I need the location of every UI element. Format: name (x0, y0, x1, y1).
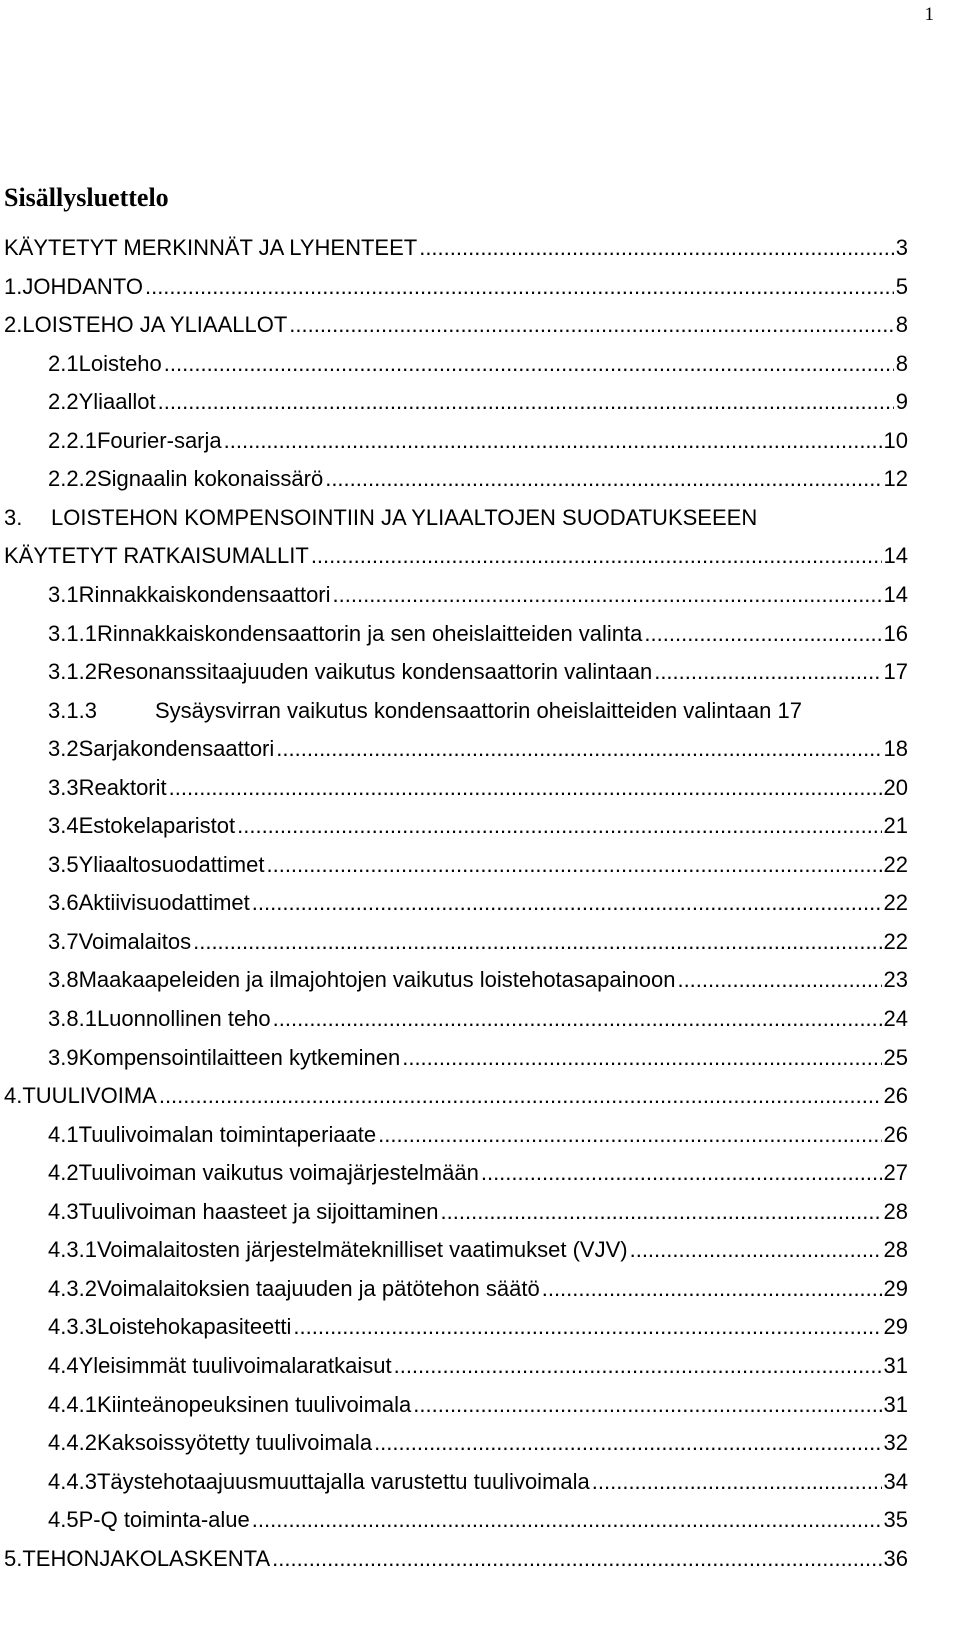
toc-entry-title: Resonanssitaajuuden vaikutus kondensaattorin valintaan (96, 659, 653, 684)
toc-entry-title: Sysäysvirran vaikutus kondensaattorin oheislaitteiden valintaan 17 (155, 698, 802, 723)
toc-entry-number: 3.8.1 (48, 1006, 97, 1031)
toc-leader-dots (374, 1429, 881, 1457)
toc-entry-title: Signaalin kokonaissärö (96, 466, 324, 491)
toc-leader-dots (145, 273, 894, 301)
toc-leader-dots (273, 1005, 882, 1033)
toc-entry-number: 3.4 (48, 813, 79, 838)
toc-entry-title: Tuulivoimalan toimintaperiaate (78, 1122, 377, 1147)
toc-leader-dots (311, 542, 882, 570)
toc-leader-dots (677, 966, 881, 994)
toc-entry-page: 22 (883, 890, 908, 915)
toc-leader-dots (630, 1236, 882, 1264)
toc-entry-page: 20 (883, 775, 908, 800)
toc-entry[interactable] (4, 889, 908, 917)
toc-entry[interactable] (4, 966, 908, 994)
toc-entry-title: Reaktorit (78, 775, 167, 800)
toc-entry-number: 3.6 (48, 890, 79, 915)
toc-entry-number: 2.2.2 (48, 466, 97, 491)
toc-entry-page: 25 (883, 1045, 908, 1070)
toc-entry[interactable] (4, 311, 908, 339)
toc-leader-dots (272, 1545, 881, 1573)
toc-entry-title: Loistehokapasiteetti (96, 1314, 292, 1339)
toc-entry[interactable] (4, 1429, 908, 1457)
toc-entry-number: 3.1.1 (48, 621, 97, 646)
toc-entry[interactable] (4, 427, 908, 455)
toc-entry-page: 18 (883, 736, 908, 761)
toc-entry[interactable] (4, 1352, 908, 1380)
toc-entry-title: Tuulivoiman haasteet ja sijoittaminen (78, 1199, 439, 1224)
toc-leader-dots (289, 311, 893, 339)
toc-entry-title: JOHDANTO (22, 274, 143, 299)
toc-entry-title: Voimalaitoksien taajuuden ja pätötehon säätö (96, 1276, 540, 1301)
toc-entry-title: Aktiivisuodattimet (78, 890, 250, 915)
toc-entry[interactable] (4, 1468, 908, 1496)
toc-leader-dots (654, 658, 881, 686)
toc-entry[interactable] (4, 388, 908, 416)
toc-leader-dots (333, 581, 882, 609)
toc-entry-title: Yleisimmät tuulivoimalaratkaisut (78, 1353, 392, 1378)
toc-leader-dots (276, 735, 881, 763)
toc-leader-dots (402, 1044, 881, 1072)
toc-entry-number: 2. (4, 312, 23, 337)
toc-entry-page: 14 (883, 543, 908, 568)
toc-entry-number: 4.3.2 (48, 1276, 97, 1301)
toc-entry-page: 16 (883, 621, 908, 646)
toc-entry[interactable] (4, 504, 908, 532)
toc-leader-dots (224, 427, 882, 455)
toc-entry[interactable] (4, 620, 908, 648)
toc-entry[interactable] (4, 697, 908, 725)
toc-entry-title: Maakaapeleiden ja ilmajohtojen vaikutus loistehotasapainoon (78, 967, 676, 992)
toc-entry-number: 4.4.3 (48, 1469, 97, 1494)
toc-entry-title: Rinnakkaiskondensaattori (78, 582, 331, 607)
toc-entry[interactable] (4, 1506, 908, 1534)
toc-leader-dots (419, 234, 894, 262)
toc-entry-page: 22 (883, 929, 908, 954)
toc-entry-page: 14 (883, 582, 908, 607)
toc-entry-number: 4. (4, 1083, 23, 1108)
toc-entry-title: TUULIVOIMA (22, 1083, 157, 1108)
toc-entry-number: 4.1 (48, 1122, 79, 1147)
toc-entry-title: Voimalaitos (78, 929, 192, 954)
toc-entry-page: 5 (895, 274, 908, 299)
toc-entry-title: Fourier-sarja (96, 428, 222, 453)
toc-entry-number: 4.3.3 (48, 1314, 97, 1339)
toc-leader-dots (542, 1275, 882, 1303)
toc-entry[interactable] (4, 465, 908, 493)
toc-entry-page: 31 (883, 1353, 908, 1378)
toc-entry[interactable] (4, 851, 908, 879)
toc-entry-number: 3.9 (48, 1045, 79, 1070)
toc-leader-dots (413, 1391, 881, 1419)
toc-entry-title: LOISTEHON KOMPENSOINTIIN JA YLIAALTOJEN SUODATUKSEEEN (51, 505, 758, 530)
toc-leader-dots (644, 620, 881, 648)
toc-entry-number: 3.1 (48, 582, 79, 607)
toc-entry[interactable] (4, 1313, 908, 1341)
toc-entry-number: 2.1 (48, 351, 79, 376)
toc-entry-number: 3.3 (48, 775, 79, 800)
toc-entry[interactable] (4, 542, 908, 570)
toc-entry-number: 3.2 (48, 736, 79, 761)
toc-entry-title: LOISTEHO JA YLIAALLOT (22, 312, 288, 337)
toc-entry-title: Rinnakkaiskondensaattorin ja sen oheislaitteiden valinta (96, 621, 643, 646)
toc-entry[interactable] (4, 1391, 908, 1419)
toc-entry[interactable] (4, 1005, 908, 1033)
toc-entry-number: 3.5 (48, 852, 79, 877)
toc-entry-title: Tuulivoiman vaikutus voimajärjestelmään (78, 1160, 479, 1185)
toc-entry-title: Estokelaparistot (78, 813, 236, 838)
toc-entry-page: 21 (883, 813, 908, 838)
toc-leader-dots (158, 388, 894, 416)
toc-leader-dots (252, 1506, 882, 1534)
toc-entry-page: 28 (883, 1237, 908, 1262)
toc-leader-dots (193, 928, 881, 956)
toc-entry[interactable] (4, 928, 908, 956)
toc-entry-title: Kiinteänopeuksinen tuulivoimala (96, 1392, 412, 1417)
toc-entry-title: Kompensointilaitteen kytkeminen (78, 1045, 401, 1070)
toc-entry[interactable] (4, 1159, 908, 1187)
toc-entry-page: 9 (895, 389, 908, 414)
toc-entry-page: 23 (883, 967, 908, 992)
toc-entry[interactable] (4, 350, 908, 378)
toc-entry-title: KÄYTETYT MERKINNÄT JA LYHENTEET (4, 235, 418, 260)
toc-entry-page: 31 (883, 1392, 908, 1417)
toc-entry-number: 4.4.1 (48, 1392, 97, 1417)
toc-entry-page: 28 (883, 1199, 908, 1224)
toc-entry[interactable] (4, 1198, 908, 1226)
toc-entry-page: 10 (883, 428, 908, 453)
toc-entry-number: 5. (4, 1546, 23, 1571)
toc-entry-number: 3. (4, 505, 23, 530)
toc-entry-page: 34 (883, 1469, 908, 1494)
toc-leader-dots (592, 1468, 882, 1496)
toc-entry-number: 3.1.3 (48, 698, 97, 723)
toc-entry[interactable] (4, 1236, 908, 1264)
toc-leader-dots (266, 851, 881, 879)
toc-leader-dots (169, 774, 882, 802)
toc-leader-dots (237, 812, 881, 840)
toc-entry-title: Yliaaltosuodattimet (78, 852, 265, 877)
toc-leader-dots (252, 889, 882, 917)
toc-entry-title: Sarjakondensaattori (78, 736, 275, 761)
toc-entry[interactable] (4, 658, 908, 686)
toc-entry-title: TEHONJAKOLASKENTA (22, 1546, 271, 1571)
toc-entry-number: 3.8 (48, 967, 79, 992)
toc-entry-number: 2.2 (48, 389, 79, 414)
toc-leader-dots (394, 1352, 882, 1380)
toc-leader-dots (164, 350, 894, 378)
toc-entry-number: 1. (4, 274, 23, 299)
toc-entry[interactable] (4, 234, 908, 262)
toc-entry[interactable] (4, 735, 908, 763)
toc-entry-page: 29 (883, 1314, 908, 1339)
toc-entry-page: 12 (883, 466, 908, 491)
toc-entry-number: 2.2.1 (48, 428, 97, 453)
toc-entry-page: 3 (895, 235, 908, 260)
toc-entry-page: 8 (895, 312, 908, 337)
toc-entry-title: KÄYTETYT RATKAISUMALLIT (4, 543, 309, 568)
toc-leader-dots (325, 465, 881, 493)
toc-entry[interactable] (4, 1545, 908, 1573)
toc-entry-number: 4.3 (48, 1199, 79, 1224)
toc-entry-title: Kaksoissyötetty tuulivoimala (96, 1430, 373, 1455)
toc-entry-number: 4.2 (48, 1160, 79, 1185)
toc-entry-number: 3.7 (48, 929, 79, 954)
toc-entry-title: Luonnollinen teho (96, 1006, 271, 1031)
toc-entry-page: 36 (883, 1546, 908, 1571)
toc-entry-title: Loisteho (78, 351, 162, 376)
toc-entry[interactable] (4, 1121, 908, 1149)
toc-entry-number: 4.4.2 (48, 1430, 97, 1455)
toc-entry-page: 17 (883, 659, 908, 684)
toc-entry-page: 24 (883, 1006, 908, 1031)
toc-entry[interactable] (4, 1275, 908, 1303)
toc-entry-number: 4.3.1 (48, 1237, 97, 1262)
toc-entry-page: 27 (883, 1160, 908, 1185)
toc-entry[interactable] (4, 774, 908, 802)
toc-entry[interactable] (4, 273, 908, 301)
toc-entry-page: 29 (883, 1276, 908, 1301)
toc-title: Sisällysluettelo (4, 183, 169, 212)
toc-entry-title: Yliaallot (78, 389, 156, 414)
toc-entry-title: P-Q toiminta-alue (78, 1507, 250, 1532)
toc-leader-dots (293, 1313, 881, 1341)
toc-entry[interactable] (4, 1082, 908, 1110)
toc-leader-dots (441, 1198, 882, 1226)
toc-entry[interactable] (4, 812, 908, 840)
toc-entry-page: 22 (883, 852, 908, 877)
toc-entry-page: 8 (895, 351, 908, 376)
toc-leader-dots (159, 1082, 882, 1110)
toc-entry-number: 4.4 (48, 1353, 79, 1378)
toc-entry[interactable] (4, 581, 908, 609)
toc-entry-number: 4.5 (48, 1507, 79, 1532)
toc-leader-dots (481, 1159, 882, 1187)
toc-entry-page: 32 (883, 1430, 908, 1455)
page-number: 1 (924, 4, 934, 25)
toc-entry-page: 26 (883, 1122, 908, 1147)
toc-entry-title: Täystehotaajuusmuuttajalla varustettu tuulivoimala (96, 1469, 590, 1494)
toc-leader-dots (378, 1121, 881, 1149)
toc-entry-title: Voimalaitosten järjestelmäteknilliset vaatimukset (VJV) (96, 1237, 628, 1262)
toc-entry[interactable] (4, 1044, 908, 1072)
toc-entry-page: 26 (883, 1083, 908, 1108)
toc-entry-number: 3.1.2 (48, 659, 97, 684)
toc-entry-page: 35 (883, 1507, 908, 1532)
